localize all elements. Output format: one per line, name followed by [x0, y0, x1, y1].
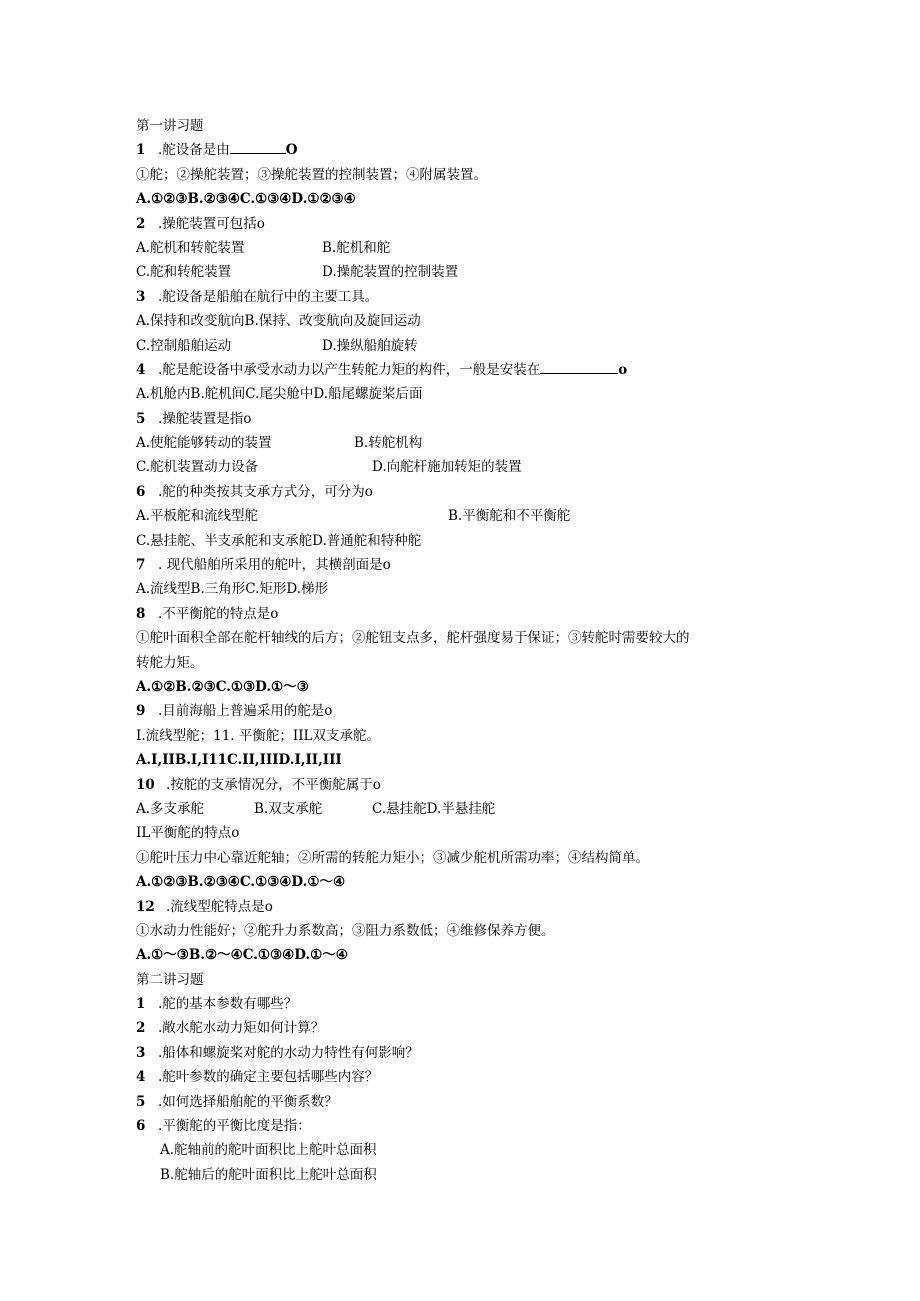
question-number: 2 — [136, 215, 146, 232]
question-4-options: A.机舱内B.舵机间C.尾尖舱中D.船尾螺旋桨后面 — [136, 386, 423, 403]
question-1-items: ①舵；②操舵装置；③操舵装置的控制装置；④附属装置。 — [136, 166, 487, 183]
option-c: C.控制船舶运动 — [136, 337, 232, 354]
question-12-options: A.①～③B.②～④C.①③④D.①～④ — [136, 947, 348, 964]
question-number: 9 — [136, 703, 146, 720]
question-text: .舵的种类按其支承方式分，可分为o — [158, 483, 373, 500]
question-10-options — [136, 797, 796, 821]
answer-blank — [230, 139, 286, 154]
question-1-options: A.①②③B.②③④C.①③④D.①②③④ — [136, 191, 356, 208]
question-text: .船体和螺旋桨对舵的水动力特性有何影响？ — [158, 1044, 419, 1061]
question-tail: O — [285, 142, 298, 159]
question-number: 3 — [136, 288, 146, 305]
question-number: 3 — [136, 1044, 146, 1061]
option-d: D.向舵杆施加转矩的装置 — [372, 459, 522, 476]
option-a: A.平板舵和流线型舵 — [136, 508, 259, 525]
answer-blank — [540, 359, 618, 374]
option-a: A.多支承舵 — [136, 800, 205, 817]
option-c: C.舵机装置动力设备 — [136, 459, 259, 476]
question-text: .舵是舵设备中承受水动力以产生转舵力矩的构件，一般是安装在 — [158, 361, 541, 378]
option-d: D.操舵装置的控制装置 — [322, 264, 459, 281]
question-number: 6 — [136, 1118, 146, 1135]
question-number: 12 — [136, 898, 155, 915]
question-7 — [136, 553, 796, 577]
option-b: B.双支承舵 — [254, 800, 323, 817]
question-number: 5 — [136, 410, 146, 427]
question-text: . 现代船舶所采用的舵叶，其横剖面是o — [158, 557, 391, 574]
question-2-options-row-2 — [136, 260, 796, 284]
question-number: 5 — [136, 1093, 146, 1110]
question-3-options-row-2 — [136, 334, 796, 358]
section-1-title: 第一讲习题 — [136, 118, 204, 134]
option-d: D.操纵船舶旋转 — [322, 337, 418, 354]
question-number: 1 — [136, 142, 146, 159]
question-text: .舵的基本参数有哪些？ — [158, 996, 298, 1013]
question-tail: o — [618, 361, 628, 378]
option-a: A.使舵能够转动的装置 — [136, 435, 272, 452]
question-text: .舵设备是由 — [158, 142, 230, 159]
question-3-options-ab: A.保持和改变航向B.保持、改变航向及旋回运动 — [136, 313, 421, 330]
option-c: C.舵和转舵装置 — [136, 264, 232, 281]
question-text: .流线型舵特点是o — [166, 898, 273, 915]
question-8-items-line-1: ①舵叶面积全部在舵杆轴线的后方；②舵钮支点多，舵杆强度易于保证；③转舵时需要较大的 — [136, 630, 690, 647]
question-2-options-row-1 — [136, 236, 796, 260]
question-5 — [136, 407, 796, 431]
question-11: IL平衡舵的特点o — [136, 825, 240, 842]
question-8-items-line-2: 转舵力矩。 — [136, 654, 204, 671]
question-11-items: ①舵叶压力中心靠近舵轴；②所需的转舵力矩小；③减少舵机所需功率；④结构简单。 — [136, 849, 649, 866]
question-9-options: A.I,IIB.I,I11C.II,IIID.I,II,III — [136, 752, 342, 769]
question-number: 4 — [136, 1069, 146, 1086]
question-4 — [136, 358, 796, 382]
question-text: .操舵装置可包括o — [158, 215, 265, 232]
s2-question-4 — [136, 1065, 796, 1089]
question-3 — [136, 285, 796, 309]
option-b: B.舵机和舵 — [322, 239, 391, 256]
s2-question-2 — [136, 1016, 796, 1040]
question-11-options: A.①②③B.②③④C.①③④D.①～④ — [136, 874, 346, 891]
question-text: .平衡舵的平衡比度是指： — [158, 1118, 311, 1135]
question-number: 7 — [136, 557, 146, 574]
question-12 — [136, 895, 796, 919]
question-2 — [136, 212, 796, 236]
question-number: 8 — [136, 605, 146, 622]
question-10 — [136, 773, 796, 797]
question-8 — [136, 602, 796, 626]
question-7-options: A.流线型B.三角形C.矩形D.梯形 — [136, 581, 329, 598]
option-a: A.舵机和转舵装置 — [136, 239, 245, 256]
question-8-options: A.①②B.②③C.①③D.①～③ — [136, 678, 309, 695]
question-text: .不平衡舵的特点是o — [158, 605, 279, 622]
document-body — [136, 114, 796, 1187]
question-5-options-row-1 — [136, 431, 796, 455]
question-text: .舵叶参数的确定主要包括哪些内容？ — [158, 1069, 379, 1086]
question-number: 4 — [136, 361, 146, 378]
question-6-options-cd: C.悬挂舵、半支承舵和支承舵D.普通舵和特种舵 — [136, 532, 422, 549]
s2-question-3 — [136, 1041, 796, 1065]
question-number: 6 — [136, 483, 146, 500]
question-text: .敞水舵水动力矩如何计算？ — [158, 1020, 325, 1037]
question-9 — [136, 699, 796, 723]
question-6 — [136, 480, 796, 504]
s2-question-6-option-a: A.舵轴前的舵叶面积比上舵叶总面积 — [160, 1142, 377, 1159]
question-number: 2 — [136, 1020, 146, 1037]
question-6-options-row-1 — [136, 504, 796, 528]
question-12-items: ①水动力性能好；②舵升力系数高；③阻力系数低；④维修保养方便。 — [136, 922, 555, 939]
question-text: .操舵装置是指o — [158, 410, 252, 427]
option-cd: C.悬挂舵D.半悬挂舵 — [372, 800, 496, 817]
option-b: B.平衡舵和不平衡舵 — [448, 508, 571, 525]
question-text: .舵设备是船舶在航行中的主要工具。 — [158, 288, 379, 305]
s2-question-1 — [136, 992, 796, 1016]
question-text: .目前海船上普遍采用的舵是o — [158, 703, 333, 720]
s2-question-6 — [136, 1114, 796, 1138]
question-number: 10 — [136, 776, 155, 793]
question-text: .如何选择船舶舵的平衡系数？ — [158, 1093, 338, 1110]
option-b: B.转舵机构 — [354, 435, 423, 452]
question-1 — [136, 138, 796, 162]
question-5-options-row-2 — [136, 455, 796, 479]
question-text: .按舵的支承情况分，不平衡舵属于o — [166, 776, 381, 793]
s2-question-5 — [136, 1090, 796, 1114]
question-number: 1 — [136, 996, 146, 1013]
section-2-title: 第二讲习题 — [136, 971, 204, 988]
question-9-items: I.流线型舵；11. 平衡舵；IIL双支承舵。 — [136, 727, 381, 744]
s2-question-6-option-b: B.舵轴后的舵叶面积比上舵叶总面积 — [160, 1166, 377, 1183]
